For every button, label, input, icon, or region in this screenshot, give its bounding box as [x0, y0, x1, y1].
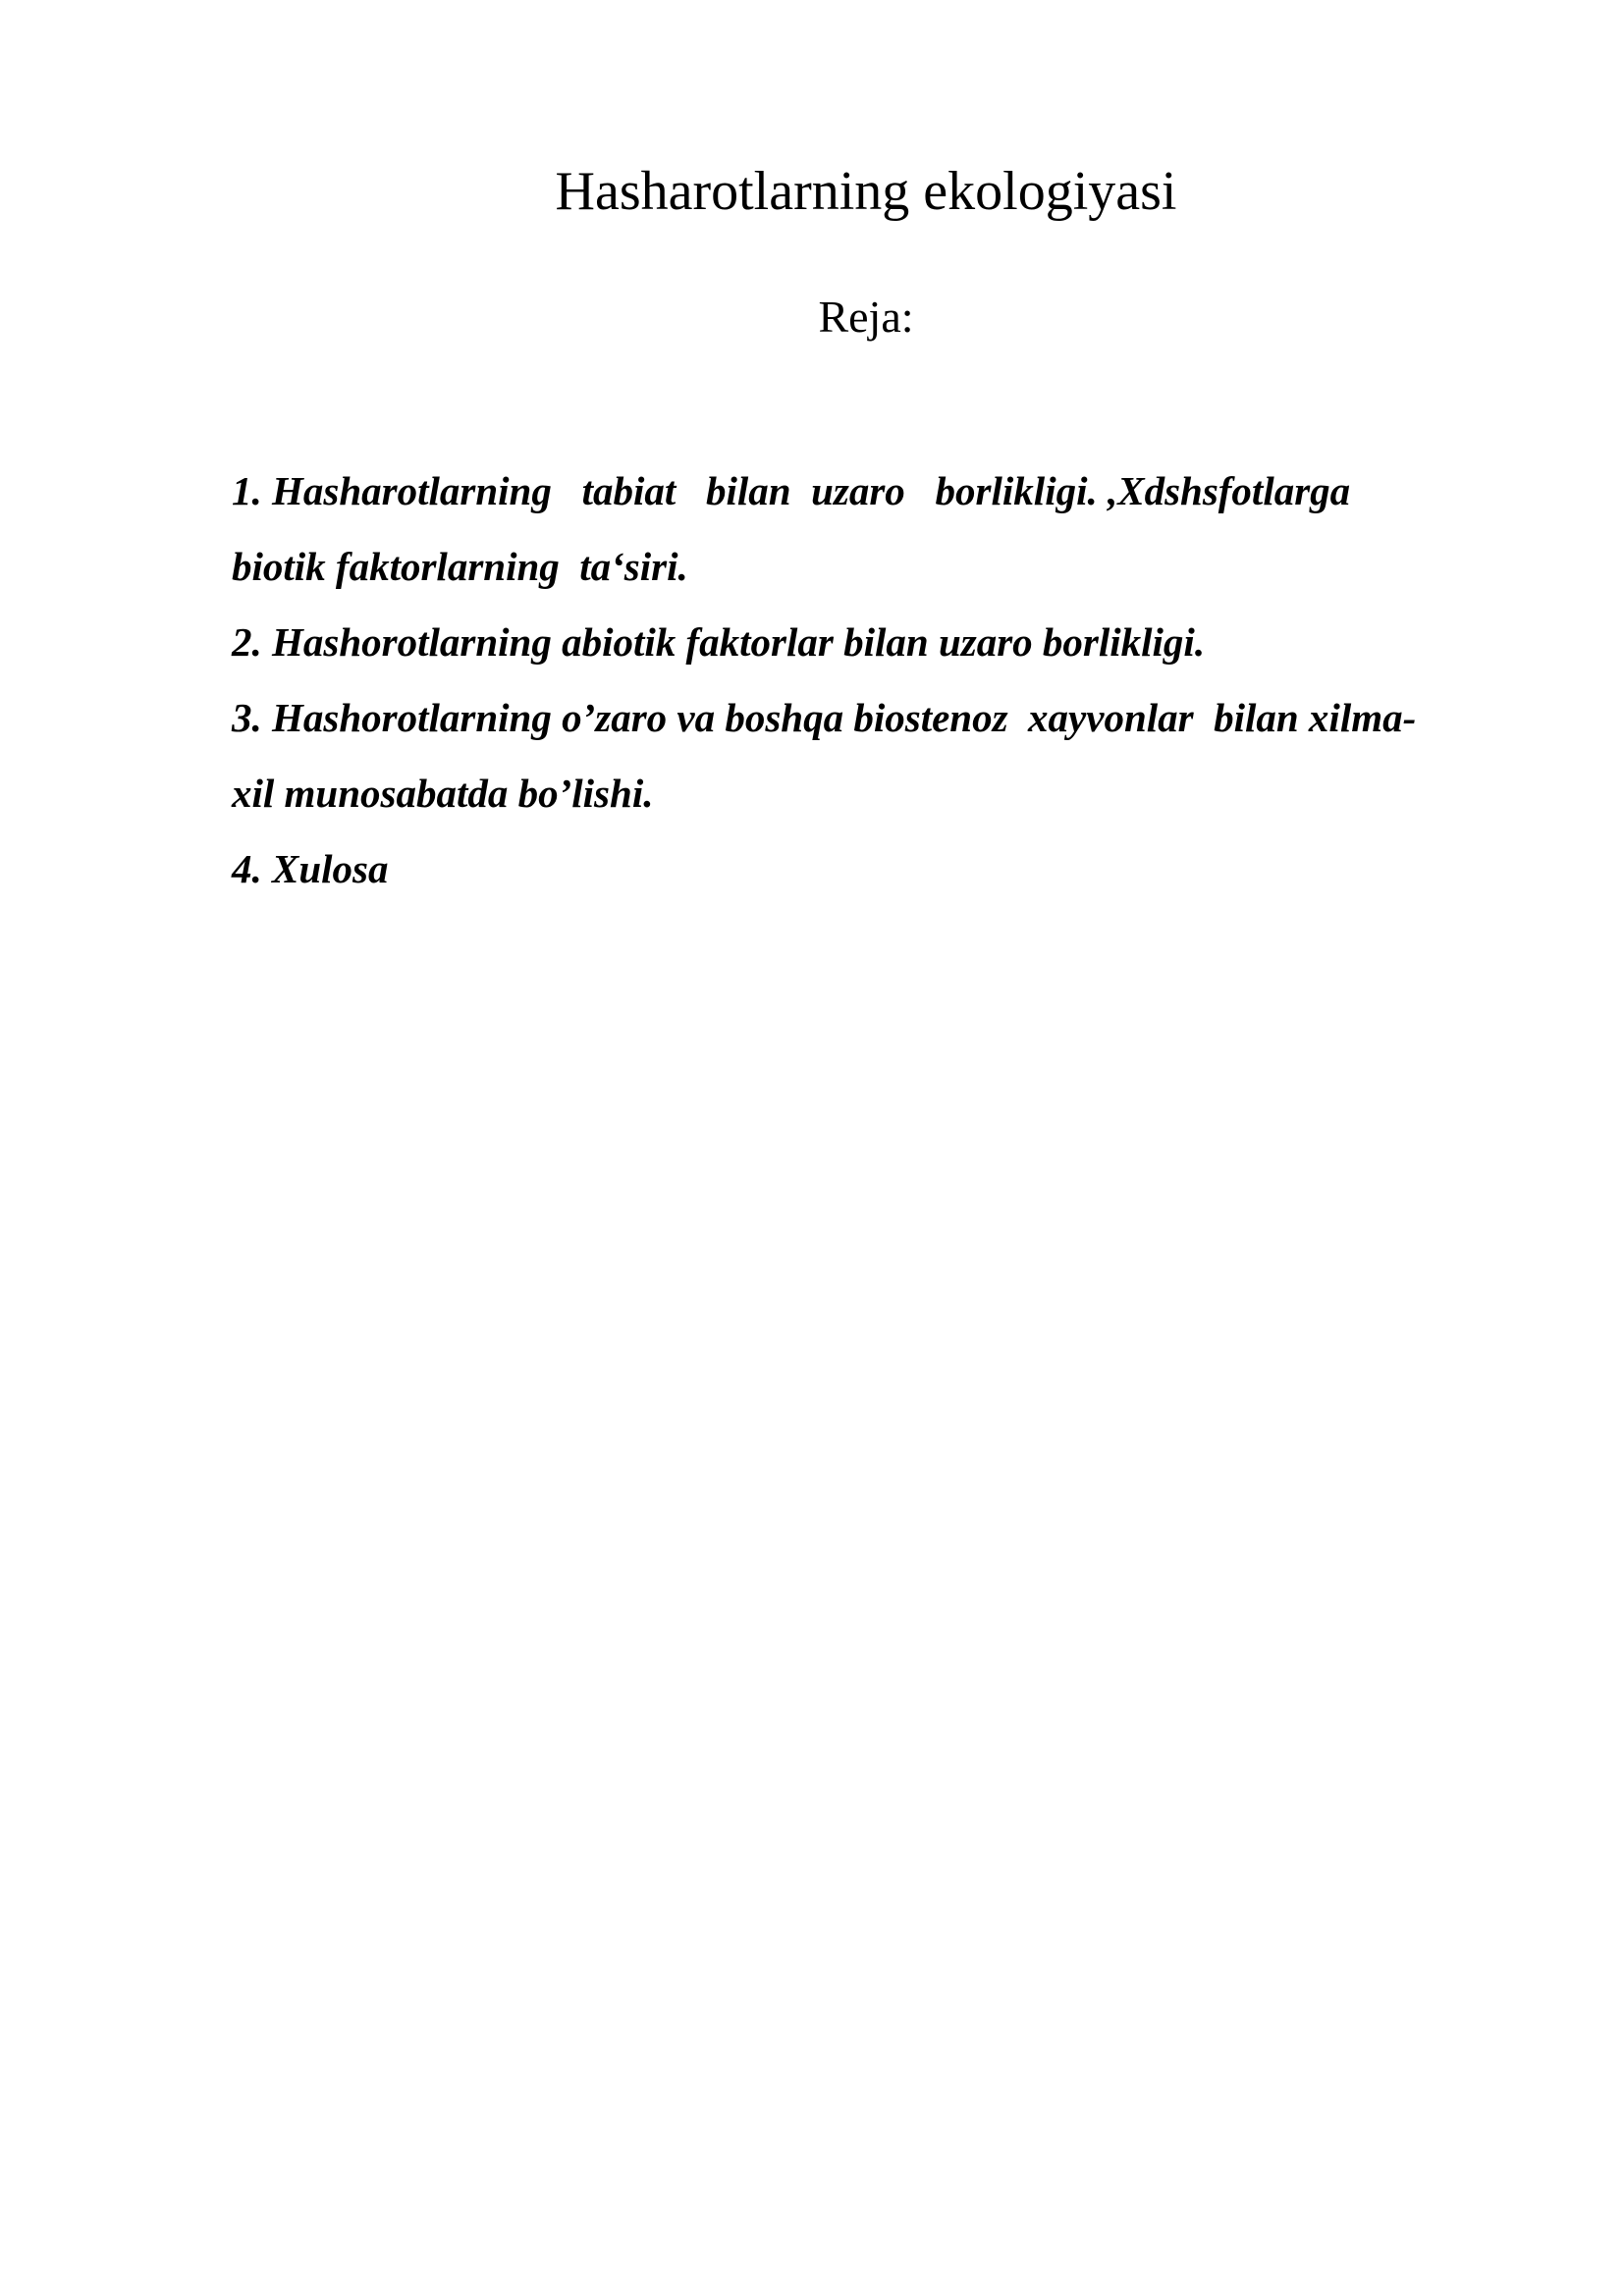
plan-line-5: xil munosabatda bo’lishi. — [232, 771, 654, 816]
plan-line-6: 4. Xulosa — [232, 846, 389, 891]
plan-line-4: 3. Hashorotlarning o’zaro va boshqa biostenoz xayvonlar bilan xilma- — [232, 695, 1417, 740]
page-title: Hasharotlarning ekologiyasi — [555, 161, 1177, 222]
plan-line-2: biotik faktorlarning ta‘siri. — [232, 544, 688, 589]
plan-line-1: 1. Hasharotlarning tabiat bilan uzaro borlikligi. ,Xdshsfotlarga — [232, 468, 1351, 513]
plan-line-3: 2. Hashorotlarning abiotik faktorlar bilan uzaro borlikligi. — [232, 619, 1206, 665]
plan-list — [232, 454, 1508, 907]
plan-heading: Reja: — [818, 292, 914, 342]
